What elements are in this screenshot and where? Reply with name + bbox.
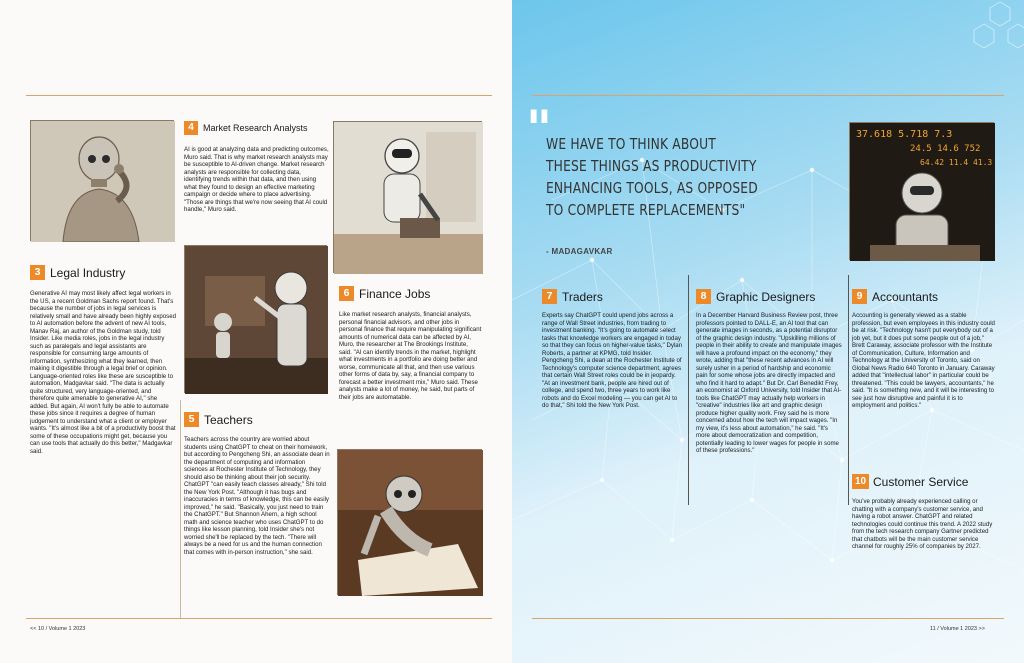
quote-line: ENHANCING TOOLS, AS OPPOSED xyxy=(546,179,758,197)
top-rule xyxy=(532,95,1004,96)
pull-quote xyxy=(546,133,846,221)
robot-at-desk-photo xyxy=(333,121,482,273)
section-9-body: Accounting is generally viewed as a stable profession, but even employees in this industry could be at risk. "Technology hasn't put everybody out of a job yet, but it does put some people out of a job," Brett Caraway, associate professor with the Institute of Communication, Culture, Information and Technology at the University of Toronto, said on Global News Radio 640 Toronto in January. Caraway added that "intellectual labor" in particular could be threatened. "This could be lawyers, accountants," he said. "It is something new, and it will be interesting to see just how disruptive and painful it is to employment and politics." xyxy=(852,312,995,409)
quote-line: TO COMPLETE REPLACEMENTS" xyxy=(546,201,746,219)
column-divider xyxy=(180,400,181,618)
section-title: Graphic Designers xyxy=(716,289,816,304)
section-title: Accountants xyxy=(872,289,939,304)
section-title: Teachers xyxy=(204,412,253,427)
right-page xyxy=(512,0,1024,663)
section-title: Traders xyxy=(562,289,603,304)
section-6-body: Like market research analysts, financial analysts, personal financial advisors, and other jobs in personal finance that require manipulating significant amounts of numerical data can be affected by AI, Muro, the researcher at The Brookings Institute, said. "AI can identify trends in the market, highlight what investments in a portfolio are doing better and worse, communicate all that, and then use various other forms of data by, say, a financial company to forecast a better investment mix," Muro said. These analysts make a lot of money, he said, but parts of their jobs are automatable. xyxy=(339,311,482,401)
bottom-rule xyxy=(532,618,1004,619)
section-number: 4 xyxy=(184,121,198,135)
section-3-body: Generative AI may most likely affect legal workers in the US, a recent Goldman Sachs report found. That's because the number of jobs in legal services is relatively small and have already been highly exposed to AI automation before the advent of new AI tools, Manav Raj, an author of the Goldman study, told Insider. Like media roles, jobs in the legal industry such as paralegals and legal assistants are responsible for consuming large amounts of information, synthesizing what they learned, then making it digestible through a legal brief or opinion. Language-oriented roles like these are susceptible to automation, Madgavkar said. "The data is actually quite structured, very language-oriented, and therefore quite amenable to generative AI," she added. But again, AI won't fully be able to automate these jobs since it requires a degree of human judgement to understand what a client or employer wants. "It's almost like a bit of a productivity boost that some of these occupations might get, because you can use tools that actually do this better," Madgavkar said. xyxy=(30,290,177,455)
robot-stock-ticker-photo xyxy=(849,122,994,260)
section-title: Legal Industry xyxy=(50,265,126,280)
section-4-body: AI is good at analyzing data and predicting outcomes, Muro said. That is why market research analysts may be susceptible to AI-driven change. Market research analysts are responsible for collecting data, identifying trends within that data, and then using what they found to design an effective marketing campaign or decide where to place advertising. "Those are things that we're now seeing that AI could handle," Muro said. xyxy=(184,146,329,213)
column-divider xyxy=(688,275,689,505)
section-8-heading xyxy=(696,289,815,304)
top-rule xyxy=(26,95,492,96)
section-5-body: Teachers across the country are worried about students using ChatGPT to cheat on their homework, but according to Pengcheng Shi, an associate dean in the department of computing and information sciences at Rochester Institute of Technology, they should also be thinking about their job security. ChatGPT "can easily teach classes already," Shi told the New York Post. "Although it has bugs and inaccuracies in terms of knowledge, this can be easily improved," he said. "Basically, you just need to train the ChatGPT." But Shannon Ahern, a high school math and science teacher who uses ChatGPT to do things like lesson planning, told Insider she's not worried she'll be replaced by the tech. "There will always be a need for us and the human connection that comes with in-person instruction," she said. xyxy=(184,436,330,556)
section-number: 9 xyxy=(852,289,867,304)
column-divider xyxy=(848,275,849,505)
section-number: 7 xyxy=(542,289,557,304)
section-5-heading xyxy=(184,412,253,427)
robot-with-child-photo xyxy=(184,245,327,393)
section-title: Finance Jobs xyxy=(359,286,431,301)
section-7-heading xyxy=(542,289,603,304)
section-number: 5 xyxy=(184,412,199,427)
section-number: 10 xyxy=(852,474,869,489)
quote-line: WE HAVE TO THINK ABOUT xyxy=(546,135,716,153)
section-6-heading xyxy=(339,286,430,301)
section-number: 8 xyxy=(696,289,711,304)
section-number: 3 xyxy=(30,265,45,280)
quote-mark: " xyxy=(526,99,553,158)
section-10-heading xyxy=(852,474,968,489)
bottom-rule xyxy=(26,618,492,619)
robot-thinking-photo xyxy=(30,120,174,241)
section-4-heading xyxy=(184,121,308,135)
section-number: 6 xyxy=(339,286,354,301)
page-footer-left: << 10 / Volume 1 2023 xyxy=(30,626,86,632)
section-title: Customer Service xyxy=(873,474,969,489)
section-title: Market Research Analysts xyxy=(203,123,308,133)
ticker-line: 24.5 14.6 752 xyxy=(910,144,981,154)
robot-drawing-photo xyxy=(337,449,482,595)
quote-attribution: - MADAGAVKAR xyxy=(546,247,613,256)
section-10-body: You've probably already experienced calling or chatting with a company's customer service, and having a robot answer. ChatGPT and related technologies could continue this trend. A 2022 study from the tech research company Gartner predicted that chatbots will be the main customer service channel for roughly 25% of companies by 2027. xyxy=(852,498,993,550)
section-9-heading xyxy=(852,289,938,304)
section-8-body: In a December Harvard Business Review post, three professors pointed to DALL-E, an AI tool that can generate images in seconds, as a potential disruptor of the graphic design industry. "Upskilling millions of people in their ability to create and manipulate images will have a profound impact on the economy," they wrote, adding that "these recent advances in AI will surely usher in a period of hardship and economic pain for some whose jobs are directly impacted and who find it hard to adapt." But Dr. Carl Benedikt Frey, an economist at Oxford University, told Insider that AI-tools like ChatGPT may actually help workers in "creative" industries like art and graphic design produce higher quality work. Frey said he is more concerned about how the tech will impact wages. "In my view, it's less about automation," he said. "It's more about democratization and competition, potentially leading to lower wages for people in some of these professions." xyxy=(696,312,842,454)
page-footer-right: 11 / Volume 1 2023 >> xyxy=(930,626,985,632)
ticker-line: 64.42 11.4 41.3 xyxy=(920,158,993,167)
ticker-line: 37.618 5.718 7.3 xyxy=(856,129,953,140)
section-7-body: Experts say ChatGPT could upend jobs across a range of Wall Street industries, from trading to investment banking. "It's going to automate select tasks that knowledge workers are engaged in today so that they can focus on higher-value tasks," Dylan Roberts, a partner at KPMG, told Insider. Pengcheng Shi, a dean at the Rochester Institute of Technology's computer science department, agrees that certain Wall Street roles could be in jeopardy. "At an investment bank, people are hired out of college, and spend two, three years to work like robots and do Excel modeling — you can get AI to do that," Shi told the New York Post. xyxy=(542,312,683,409)
section-3-heading xyxy=(30,265,125,280)
quote-line: THESE THINGS AS PRODUCTIVITY xyxy=(546,157,757,175)
